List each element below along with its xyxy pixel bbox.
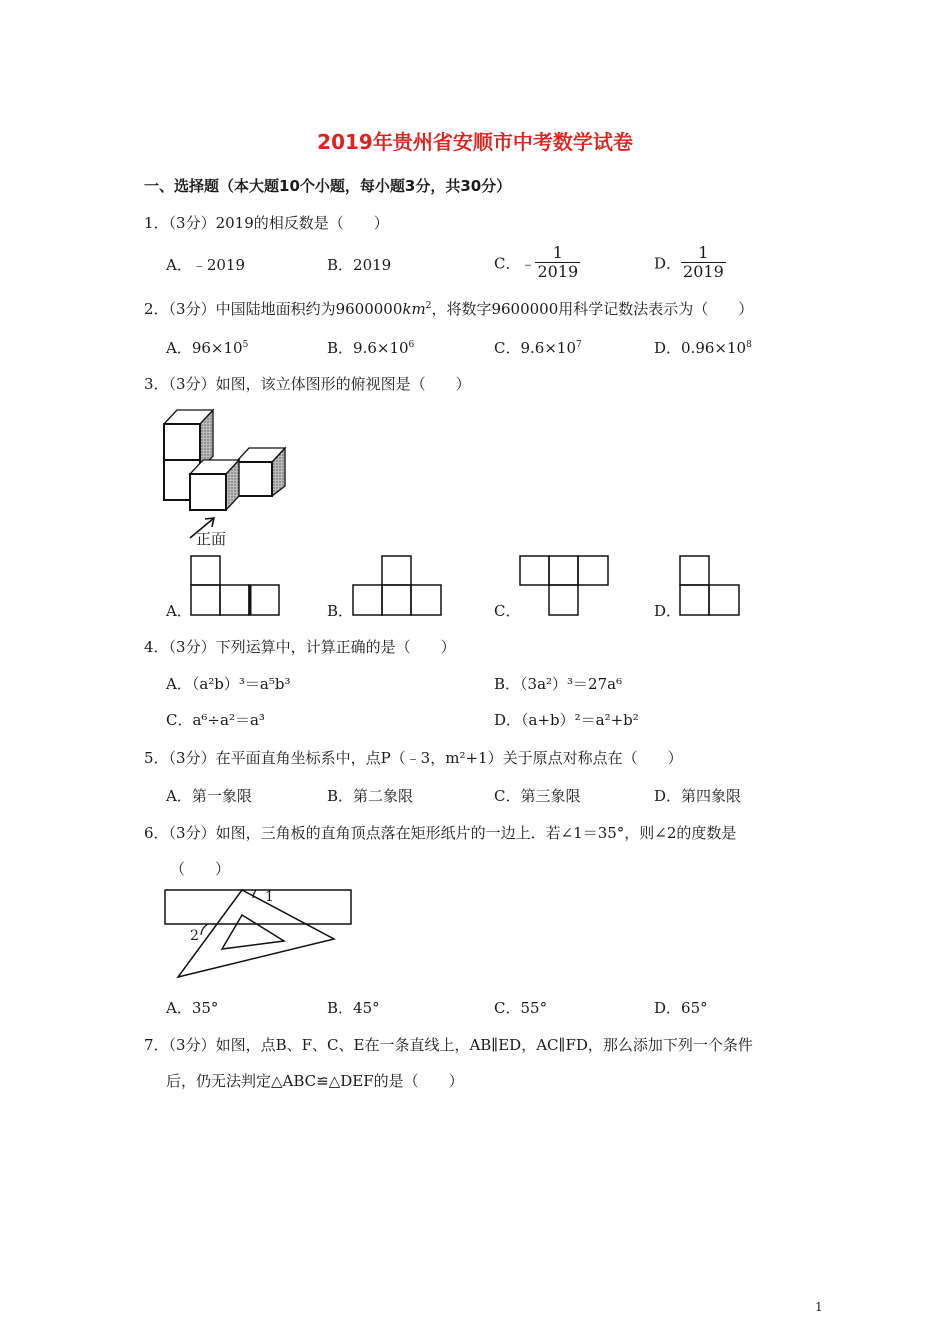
q2-option-a: A．$96\times 10^5$ (166, 339, 249, 357)
question-5-stem: 5．（3分）在平面直角坐标系中，点P（﹣3，m²+1）关于原点对称点在（ ） (144, 749, 683, 767)
question-2-stem: 2．（3分）中国陆地面积约为$9600000km^2$，将数字9600000用科学记数法表示为（ ） (144, 300, 754, 318)
q3-option-a: A． (166, 602, 192, 620)
q5-option-d: D．第四象限 (654, 787, 742, 805)
section-heading: 一、选择题（本大题10个小题，每小题3分，共30分） (144, 177, 512, 195)
q4-option-b: B．（3a²）³＝27a⁶ (494, 675, 623, 693)
question-6-stem-cont: （ ） (170, 860, 231, 878)
q5-option-b: B．第二象限 (327, 787, 414, 805)
question-1-stem: 1．（3分）2019的相反数是（ ） (144, 214, 389, 232)
q3-option-a-figure (190, 555, 282, 617)
q2-option-b: B．$9.6\times 10^6$ (327, 339, 415, 357)
q6-option-d: D．65° (654, 999, 708, 1017)
q1-option-c: C．﹣ $\frac{1}{2019}$ (494, 243, 579, 282)
q3-option-b-figure (352, 555, 444, 617)
question-7-stem-cont: 后，仍无法判定△ABC≌△DEF的是（ ） (166, 1072, 464, 1090)
q3-option-d-figure (679, 555, 743, 617)
page-number: 1 (815, 1300, 823, 1314)
q4-option-a: A．（a²b）³＝a⁵b³ (166, 675, 291, 693)
q6-option-a: A．35° (166, 999, 219, 1017)
q5-option-c: C．第三象限 (494, 787, 581, 805)
question-4-stem: 4．（3分）下列运算中，计算正确的是（ ） (144, 638, 456, 656)
q1-option-d: D． $\frac{1}{2019}$ (654, 243, 724, 282)
q6-angle-2-label: 2 (190, 928, 199, 944)
question-7-stem: 7．（3分）如图，点B、F、C、E在一条直线上，AB∥ED，AC∥FD，那么添加下列一个条件 (144, 1036, 753, 1054)
q1-option-b: B．2019 (327, 256, 392, 274)
q3-option-b: B． (327, 602, 354, 620)
page-title: 2019年贵州省安顺市中考数学试卷 (317, 130, 633, 154)
q5-option-a: A．第一象限 (166, 787, 252, 805)
q6-option-b: B．45° (327, 999, 380, 1017)
question-3-stem: 3．（3分）如图，该立体图形的俯视图是（ ） (144, 375, 471, 393)
q3-option-d: D． (654, 602, 682, 620)
q2-option-c: C．$9.6\times 10^7$ (494, 339, 582, 357)
q3-option-c: C． (494, 602, 521, 620)
q6-option-c: C．55° (494, 999, 548, 1017)
question-6-stem: 6．（3分）如图，三角板的直角顶点落在矩形纸片的一边上．若∠1＝35°，则∠2的度数是 (144, 824, 737, 842)
q3-option-c-figure (519, 555, 611, 617)
q1-option-a: A．﹣2019 (166, 256, 246, 274)
q4-option-d: D．（a+b）²＝a²+b² (494, 711, 639, 729)
q2-option-d: D．$0.96\times 10^8$ (654, 339, 752, 357)
q3-front-label: 正面 (196, 530, 227, 548)
q4-option-c: C．a⁶÷a²＝a³ (166, 711, 265, 729)
q6-angle-1-label: 1 (265, 889, 274, 905)
